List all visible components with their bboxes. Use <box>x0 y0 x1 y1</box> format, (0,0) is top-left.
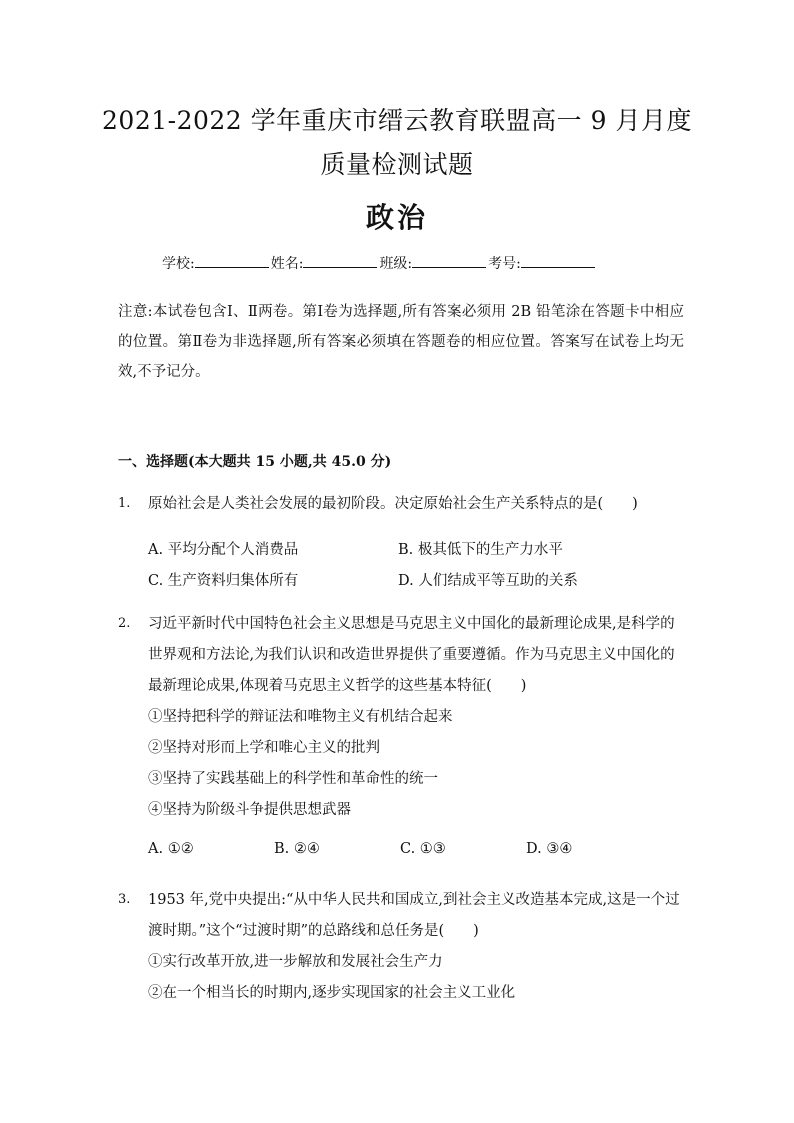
statement-2: ②在一个相当长的时期内,逐步实现国家的社会主义工业化 <box>148 985 516 1001</box>
statement-2: ②坚持对形而上学和唯心主义的批判 <box>148 740 380 756</box>
option-c: C. ①③ <box>400 841 446 857</box>
student-info-row <box>162 253 597 273</box>
question-stem: 习近平新时代中国特色社会主义思想是马克思主义中国化的最新理论成果,是科学的世界观和方法论,为我们认识和改造世界提供了重要遵循。作为马克思主义中国化的最新理论成果,体现着马克思主义哲学的这些基本特征( ) <box>148 616 675 694</box>
question-3 <box>118 885 684 1009</box>
option-d: D. 人们结成平等互助的关系 <box>398 573 578 589</box>
option-a: A. 平均分配个人消费品 <box>148 542 299 558</box>
name-blank <box>303 253 377 268</box>
question-2-options <box>148 841 652 857</box>
subject-title: 政治 <box>365 201 428 234</box>
question-1-options <box>148 533 648 595</box>
class-label: 班级: <box>379 256 413 272</box>
statement-3: ③坚持了实践基础上的科学性和革命性的统一 <box>148 771 438 787</box>
question-2 <box>118 609 684 826</box>
option-a: A. ①② <box>148 841 194 857</box>
exam-title-line1: 2021-2022 学年重庆市缙云教育联盟高一 9 月月度 <box>102 106 692 135</box>
school-blank <box>195 253 269 268</box>
question-stem: 原始社会是人类社会发展的最初阶段。决定原始社会生产关系特点的是( ) <box>148 496 638 512</box>
notice-paragraph: 注意:本试卷包含Ⅰ、Ⅱ两卷。第Ⅰ卷为选择题,所有答案必须用 2B 铅笔涂在答题卡中相应的位置。第Ⅱ卷为非选择题,所有答案必须填在答题卷的相应位置。答案写在试卷上均无效,不予记分。 <box>118 304 684 380</box>
question-number: 2. <box>118 616 131 631</box>
school-label: 学校: <box>162 256 195 272</box>
option-d: D. ③④ <box>526 841 573 857</box>
exam-no-label: 考号: <box>488 256 521 272</box>
statement-4: ④坚持为阶级斗争提供思想武器 <box>148 802 351 818</box>
option-b: B. ②④ <box>274 841 320 857</box>
name-label: 姓名: <box>270 256 304 272</box>
question-stem: 1953 年,党中央提出:“从中华人民共和国成立,到社会主义改造基本完成,这是一个过渡时期。”这个“过渡时期”的总路线和总任务是( ) <box>148 892 680 939</box>
question-1 <box>118 489 684 520</box>
question-number: 1. <box>118 496 131 511</box>
exam-title-line2: 质量检测试题 <box>320 150 474 179</box>
class-blank <box>412 253 486 268</box>
option-b: B. 极其低下的生产力水平 <box>398 542 563 558</box>
exam-no-blank <box>521 253 595 268</box>
statement-1: ①坚持把科学的辩证法和唯物主义有机结合起来 <box>148 709 453 725</box>
question-number: 3. <box>118 892 131 907</box>
section-heading: 一、选择题(本大题共 15 小题,共 45.0 分) <box>118 454 392 470</box>
option-c: C. 生产资料归集体所有 <box>148 573 299 589</box>
statement-1: ①实行改革开放,进一步解放和发展社会生产力 <box>148 954 443 970</box>
